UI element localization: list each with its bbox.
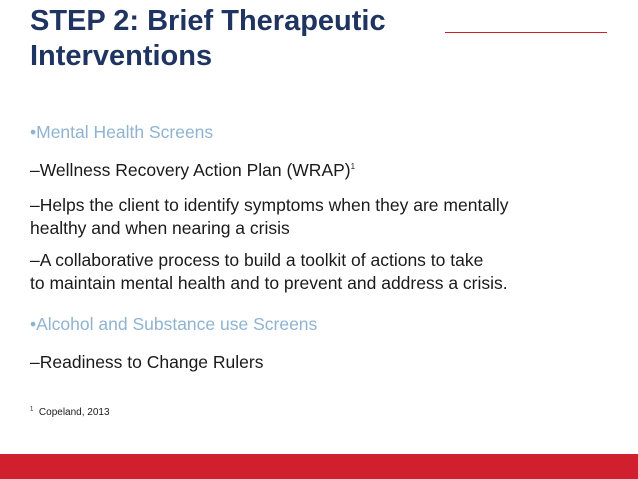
footnote-marker: 1 [30,406,34,413]
slide-title [30,4,590,74]
subbullet-helps-client-line-2: healthy and when nearing a crisis [30,218,290,238]
subbullet-wrap-text: –Wellness Recovery Action Plan (WRAP) [30,160,351,180]
bullet-mental-health-screens: •Mental Health Screens [30,122,214,142]
bullet-alcohol-substance-screens: •Alcohol and Substance use Screens [30,314,318,334]
subbullet-collaborative-process [30,249,508,295]
subbullet-wrap [30,159,355,182]
bottom-accent-bar [0,454,638,479]
footnote-text: Copeland, 2013 [38,407,110,418]
subbullet-readiness-rulers: –Readiness to Change Rulers [30,352,264,372]
subbullet-collaborative-process-line-1: –A collaborative process to build a toolkit of actions to take [30,250,484,270]
subbullet-collaborative-process-line-2: to maintain mental health and to prevent and address a crisis. [30,273,508,293]
subbullet-helps-client-line-1: –Helps the client to identify symptoms when they are mentally [30,195,509,215]
subbullet-wrap-footnote-marker: 1 [350,162,356,172]
footnote [30,407,110,418]
subbullet-helps-client [30,194,509,240]
slide-title-line-1: STEP 2: Brief Therapeutic [30,5,386,37]
slide-title-line-2: Interventions [30,40,213,72]
